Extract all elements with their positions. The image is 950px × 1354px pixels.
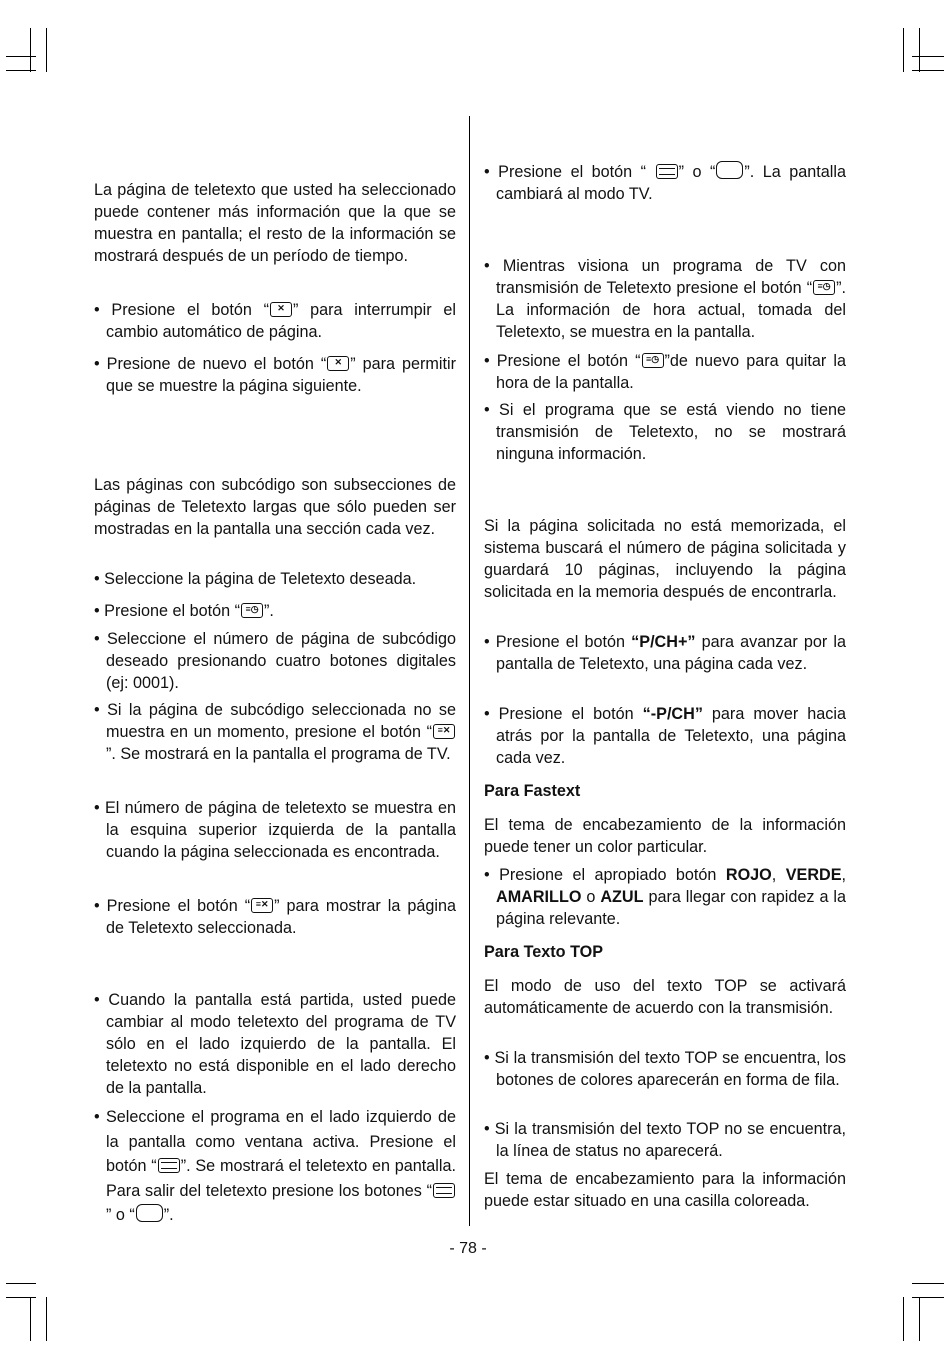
teletext-icon	[158, 1158, 180, 1173]
teletext-icon	[433, 1183, 455, 1198]
list-item: • Seleccione la página de Teletexto deseada.	[94, 570, 417, 588]
list-item: • Presione el botón “P/CH+” para avanzar por la pantalla de Teletexto, una página cada vez.	[484, 633, 846, 673]
list-item: • Presione el botón “-P/CH” para mover hacia atrás por la pantalla de Teletexto, una página cada vez.	[484, 705, 846, 767]
paragraph-subcode: Las páginas con subcódigo son subsecciones de páginas de Teletexto largas que sólo pueden ser mostradas en la pantalla una sección cada vez.	[94, 476, 456, 538]
tv-icon	[716, 161, 743, 179]
crop-mark	[903, 1297, 904, 1341]
paragraph-fastext: El tema de encabezamiento de la información puede tener un color particular.	[484, 816, 846, 856]
hold-icon: ✕	[270, 302, 292, 317]
reveal-icon: ≡✕	[251, 898, 273, 913]
crop-mark	[6, 70, 36, 71]
teletext-icon	[656, 164, 678, 179]
tv-icon	[136, 1204, 163, 1222]
crop-mark	[30, 1297, 31, 1341]
list-item: • Presione el apropiado botón ROJO, VERDE, AMARILLO o AZUL para llegar con rapidez a la página relevante.	[484, 866, 847, 928]
list-item: • Seleccione el número de página de subcódigo deseado presionando cuatro botones digitales (ej: 0001).	[94, 630, 456, 692]
crop-mark	[912, 56, 944, 57]
list-item: • Presione el botón “ ≡✕ ” para mostrar la página de Teletexto seleccionada.	[94, 897, 456, 937]
crop-mark	[30, 28, 31, 72]
list-item: • Si la transmisión del texto TOP no se encuentra, la línea de status no aparecerá.	[484, 1120, 846, 1160]
page-number: - 78 -	[449, 1240, 487, 1257]
paragraph-top: El modo de uso del texto TOP se activará automáticamente de acuerdo con la transmisión.	[484, 977, 846, 1017]
crop-mark	[912, 70, 944, 71]
crop-mark	[6, 56, 36, 57]
list-item: • Presione el botón “ ≡◷ ”de nuevo para quitar la hora de la pantalla.	[484, 352, 846, 392]
crop-mark	[6, 1283, 36, 1284]
list-item: • Seleccione el programa en el lado izquierdo de la pantalla como ventana activa. Presione el botón “ ”. Se mostrará el teletexto en pantalla. Para salir del teletexto presione los botones “ ” o “ ”.	[94, 1108, 456, 1224]
crop-mark	[919, 28, 920, 72]
section-heading-fastext: Para Fastext	[484, 782, 581, 800]
list-item: • Si la página de subcódigo seleccionada no se muestra en un momento, presione el botón “ ≡✕ ”. Se mostrará en la pantalla el programa de TV.	[94, 701, 456, 763]
list-item: • Cuando la pantalla está partida, usted puede cambiar al modo teletexto del programa de TV sólo en el lado izquierdo de la pantalla. El teletexto no está disponible en el lado derecho de la pantalla.	[94, 991, 456, 1097]
list-item: • Presione el botón “ ” o “ ”. La pantalla cambiará al modo TV.	[484, 163, 846, 203]
crop-mark	[6, 1297, 36, 1298]
column-divider	[469, 116, 470, 1226]
crop-mark	[46, 1297, 47, 1341]
paragraph-top-end: El tema de encabezamiento para la información puede estar situado en una casilla coloreada.	[484, 1170, 846, 1210]
reveal-icon: ≡✕	[433, 724, 455, 739]
crop-mark	[46, 28, 47, 72]
time-icon: ≡◷	[813, 280, 835, 295]
crop-mark	[912, 1283, 944, 1284]
list-item: • Si la transmisión del texto TOP se encuentra, los botones de colores aparecerán en forma de fila.	[484, 1049, 846, 1089]
time-icon: ≡◷	[642, 353, 664, 368]
section-heading-top: Para Texto TOP	[484, 943, 604, 961]
list-item: • Si el programa que se está viendo no tiene transmisión de Teletexto, no se mostrará ninguna información.	[484, 401, 846, 463]
list-item: • Presione el botón “ ≡◷ ”.	[94, 602, 274, 620]
list-item: • Presione el botón “ ✕ ” para interrumpir el cambio automático de página.	[94, 301, 456, 341]
crop-mark	[912, 1297, 944, 1298]
paragraph-search: Si la página solicitada no está memorizada, el sistema buscará el número de página solicitada y guardará 10 páginas, incluyendo la página solicitada en la memoria después de encontrarla.	[484, 517, 846, 601]
paragraph-intro: La página de teletexto que usted ha seleccionado puede contener más información que la que se muestra en pantalla; el resto de la información se mostrará después de un período de tiempo.	[94, 181, 456, 265]
list-item: • El número de página de teletexto se muestra en la esquina superior izquierda de la pantalla cuando la página seleccionada es encontrada.	[94, 799, 456, 861]
list-item: • Presione de nuevo el botón “ ✕ ” para permitir que se muestre la página siguiente.	[94, 355, 456, 395]
hold-icon: ✕	[327, 356, 349, 371]
crop-mark	[903, 28, 904, 72]
list-item: • Mientras visiona un programa de TV con transmisión de Teletexto presione el botón “ ≡◷ ”. La información de hora actual, tomada del Teletexto, se muestra en la pantalla.	[484, 257, 846, 341]
crop-mark	[919, 1297, 920, 1341]
subcode-icon: ≡◷	[241, 603, 263, 618]
